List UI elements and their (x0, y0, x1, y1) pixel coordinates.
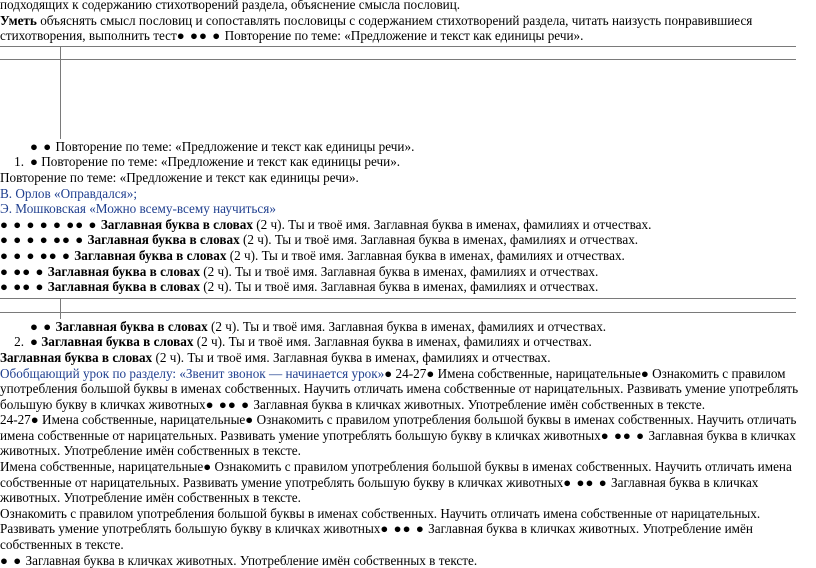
capital-after-numbered-bold: Заглавная буква в словах (37, 334, 194, 350)
list-number: 2. (14, 334, 24, 350)
capital-after-plain-rest: (2 ч). Ты и твоё имя. Заглавная буква в именах, фамилиях и отчествах. (152, 349, 551, 365)
summary-lesson-link[interactable]: Обобщающий урок по разделу: «Звенит звонок — начинается урок» (0, 365, 385, 381)
summary-text: Заглавная буква в кличках животных. Употребление имён собственных в тексте. (0, 474, 759, 506)
table-border-top (0, 46, 796, 47)
summary-bullet: ● (640, 365, 649, 381)
repeat-bullets: ● ● (30, 138, 53, 154)
capital-bold: Заглавная буква в словах (44, 279, 200, 295)
table-border-top (0, 298, 796, 299)
capital-after-numbered-rest: (2 ч). Ты и твоё имя. Заглавная буква в именах, фамилиях и отчествах. (193, 334, 592, 350)
intro-line: подходящих к содержанию стихотворений раздела, объяснение смысла пословиц. (0, 0, 461, 12)
umet-bullets: ● ●● ● (176, 28, 222, 44)
capital-rest: (2 ч). Ты и твоё имя. Заглавная буква в именах, фамилиях и отчествах. (239, 232, 639, 248)
summary-text: Ознакомить с правилом употребления большой буквы в именах собственных. Научить отличать имена собственные от нарицательных. Развивать умение употреблять большую букву в кличках животных (0, 365, 799, 412)
summary-bullet: ● (426, 365, 435, 381)
capital-bold: Заглавная буква в словах (84, 232, 240, 248)
summary-text: Имена собственные, нарицательные (434, 365, 641, 381)
summary-bullet: ● (30, 412, 39, 428)
umet-paragraph (0, 13, 812, 44)
summary-text: Заглавная буква в кличках животных. Употребление имён собственных в тексте. (22, 552, 478, 568)
empty-table-2 (0, 295, 812, 319)
summary-bullet: ● (203, 459, 212, 475)
capital-after-numbered-line (0, 334, 812, 350)
empty-table-1 (0, 44, 812, 139)
repeat-bullet-text: Повторение по теме: «Предложение и текст как единицы речи». (52, 138, 415, 154)
repeat-numbered-text: Повторение по теме: «Предложение и текст как единицы речи». (37, 154, 401, 170)
capital-line-3 (0, 248, 812, 264)
capital-line-4 (0, 264, 812, 280)
capital-bold: Заглавная буква в словах (44, 263, 200, 279)
capital-bullets: ● ● ● ● ● ●● ● (0, 216, 98, 232)
summary-text: Заглавная буква в кличках животных. Употребление имён собственных в тексте. (250, 396, 706, 412)
capital-bullets: ● ●● ● (0, 279, 45, 295)
umet-label: Уметь (0, 12, 37, 28)
capital-bullets: ● ●● ● (0, 263, 45, 279)
summary-paragraph-5 (0, 553, 812, 568)
umet-topic: Повторение по теме: «Предложение и текст как единицы речи». (221, 28, 584, 44)
summary-bullets: ● ●● ● (380, 521, 425, 537)
umet-text: объяснять смысл пословиц и сопоставлять пословицы с содержанием стихотворений раздела, читать наизусть понравившиеся стихотворения, выполнить тест (0, 12, 753, 44)
capital-line-5 (0, 279, 812, 295)
summary-text: Заглавная буква в кличках животных. Употребление имён собственных в тексте. (0, 427, 796, 459)
table-border-left (60, 298, 61, 319)
summary-paragraph-3 (0, 459, 812, 506)
summary-bullet: ● (245, 412, 254, 428)
repeat-numbered-line (0, 154, 812, 170)
capital-bold: Заглавная буква в словах (97, 216, 253, 232)
capital-after-bullets: ● ● (30, 318, 53, 334)
list-bullet: ● (30, 334, 38, 350)
summary-text: Имена собственные, нарицательные (0, 459, 204, 475)
summary-bullets: ● ●● ● (563, 474, 608, 490)
list-number: 1. (14, 154, 24, 170)
table-border-left (60, 46, 61, 139)
list-bullet: ● (30, 154, 38, 170)
capital-line-1 (0, 217, 812, 233)
summary-text: Заглавная буква в кличках животных. Употребление имён собственных в тексте. (0, 521, 753, 553)
capital-rest: (2 ч). Ты и твоё имя. Заглавная буква в именах, фамилиях и отчествах. (226, 247, 625, 263)
table-border-middle (0, 59, 796, 60)
summary-text: Ознакомить с правилом употребления большой буквы в именах собственных. Научить отличать имена собственные от нарицательных. Развивать умение употреблять большую букву в кличках животных (0, 505, 761, 537)
capital-rest: (2 ч). Ты и твоё имя. Заглавная буква в именах, фамилиях и отчествах. (199, 279, 599, 295)
summary-bullets: ● ●● ● (600, 427, 646, 443)
capital-rest: (2 ч). Ты и твоё имя. Заглавная буква в именах, фамилиях и отчествах. (252, 216, 652, 232)
repeat-bullet-line (0, 139, 812, 155)
summary-text: 24-27 (392, 365, 427, 381)
capital-after-rest: (2 ч). Ты и твоё имя. Заглавная буква в именах, фамилиях и отчествах. (207, 318, 607, 334)
table-border-bottom (0, 312, 796, 313)
capital-after-plain-line (0, 350, 812, 366)
capital-rest: (2 ч). Ты и твоё имя. Заглавная буква в именах, фамилиях и отчествах. (199, 263, 599, 279)
summary-text: 24-27 (0, 412, 31, 428)
capital-line-2 (0, 232, 812, 248)
capital-bold: Заглавная буква в словах (70, 247, 227, 263)
summary-paragraph-1 (0, 366, 812, 413)
capital-bullets: ● ● ● ●● ● (0, 247, 71, 263)
summary-text: Ознакомить с правилом употребления большой буквы в именах собственных. Научить отличать имена собственные от нарицательных. Развивать умение употреблять большую букву в кличках животных (0, 459, 792, 490)
summary-bullets: ● ●● ● (205, 396, 251, 412)
capital-after-bold: Заглавная буква в словах (52, 318, 208, 334)
summary-text: Имена собственные, нарицательные (38, 412, 246, 428)
summary-bullets: ● ● (0, 552, 23, 568)
summary-bullet: ● (384, 365, 393, 381)
capital-after-bullet-line (0, 319, 812, 335)
summary-paragraph-4 (0, 506, 812, 553)
summary-text: Ознакомить с правилом употребления большой буквы в именах собственных. Научить отличать имена собственные от нарицательных. Развивать умение употреблять большую букву в кличках животных (0, 412, 797, 443)
link-orlov[interactable]: В. Орлов «Оправдался»; (0, 185, 137, 201)
repeat-plain-line: Повторение по теме: «Предложение и текст как единицы речи». (0, 169, 359, 185)
link-moshkovskaya[interactable]: Э. Мошковская «Можно всему-всему научиться» (0, 201, 276, 217)
capital-after-plain-bold: Заглавная буква в словах (0, 349, 153, 365)
capital-bullets: ● ● ● ● ●● ● (0, 232, 85, 248)
summary-paragraph-2 (0, 412, 812, 459)
